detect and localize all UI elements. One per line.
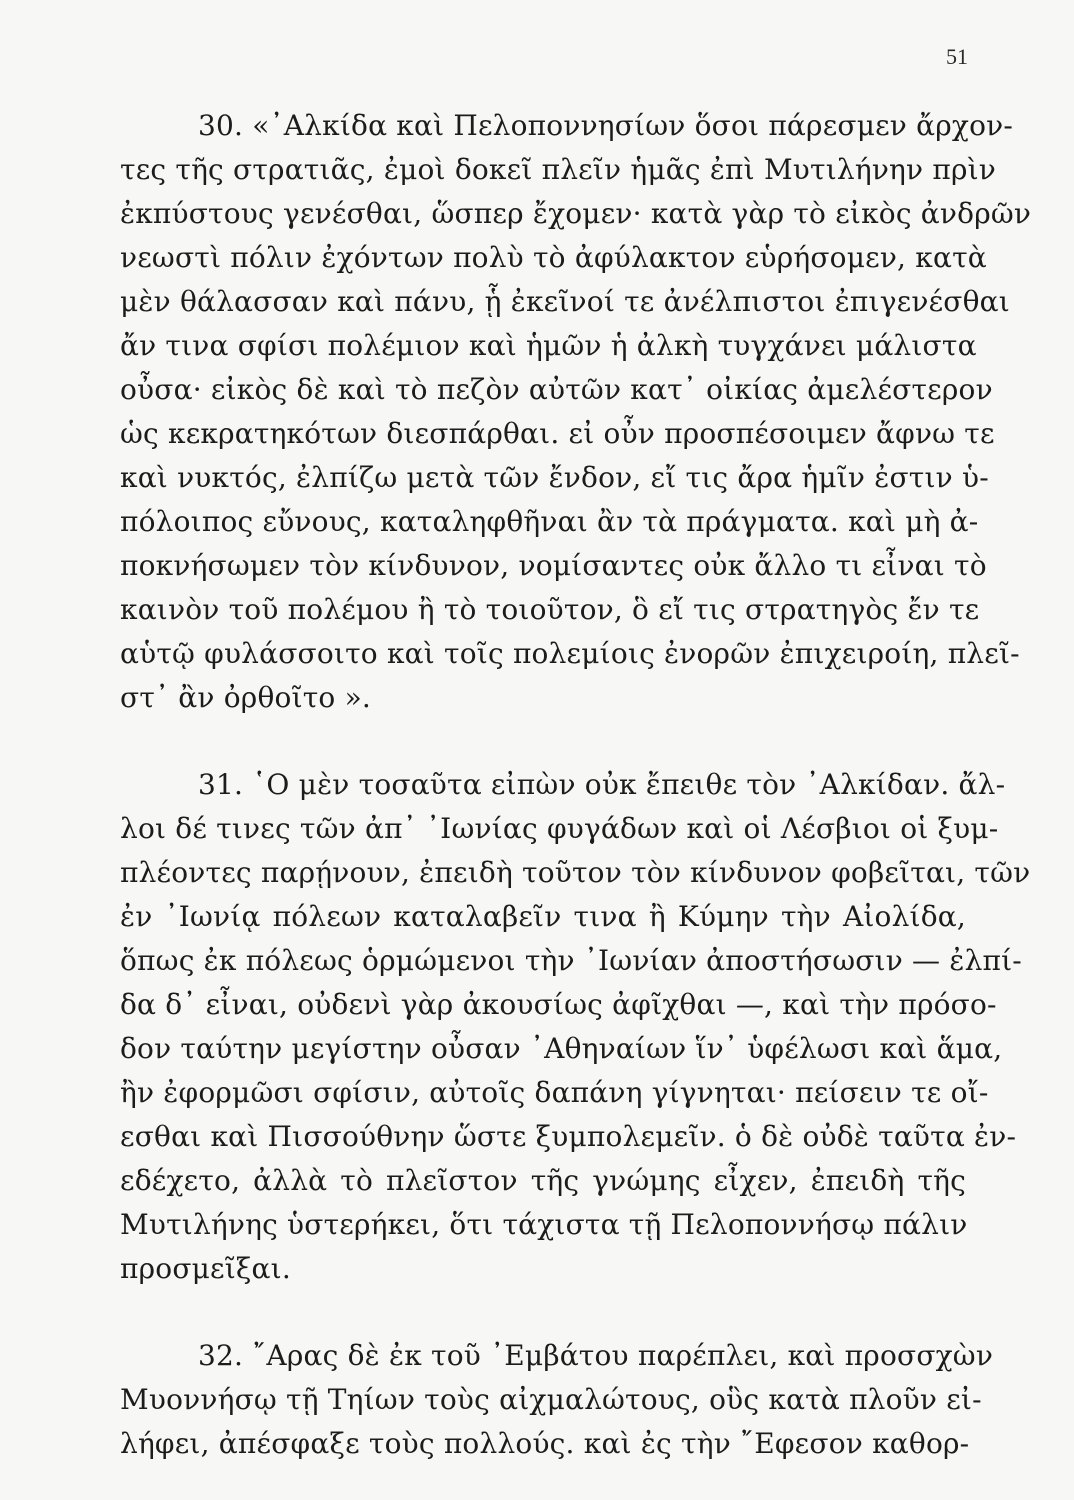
text-line: στ᾿ ἂν ὀρθοῖτο ». [120,681,372,714]
chapter-32-paragraph [120,1334,994,1466]
text-line: ὅπως ἐκ πόλεως ὁρμώμενοι τὴν ᾿Ιωνίαν ἀποστήσωσιν — ἐλπί- [120,944,1022,977]
text-line: 32. ῎Αρας δὲ ἐκ τοῦ ᾿Εμβάτου παρέπλει, καὶ προσσχὼν [198,1339,994,1372]
text-line: ὡς κεκρατηκότων διεσπάρθαι. εἰ οὖν προσπέσοιμεν ἄφνω τε [120,417,995,450]
text-line: ποκνήσωμεν τὸν κίνδυνον, νομίσαντες οὐκ ἄλλο τι εἶναι τὸ [120,549,987,582]
text-line: νεωστὶ πόλιν ἐχόντων πολὺ τὸ ἀφύλακτον εὑρήσομεν, κατὰ [120,241,987,274]
text-line: εδέχετο, ἀλλὰ τὸ πλεῖστον τῆς γνώμης εἶχεν, ἐπειδὴ τῆς [120,1164,966,1197]
text-line: εσθαι καὶ Πισσούθνην ὥστε ξυμπολεμεῖν. ὁ δὲ οὐδὲ ταῦτα ἐν- [120,1120,1017,1153]
text-line: Μυοννήσῳ τῇ Τηίων τοὺς αἰχμαλώτους, οὓς κατὰ πλοῦν εἰ- [120,1383,982,1416]
text-line: πόλοιπος εὔνους, καταληφθῆναι ἂν τὰ πράγματα. καὶ μὴ ἀ- [120,505,979,538]
text-line: οὖσα· εἰκὸς δὲ καὶ τὸ πεζὸν αὐτῶν κατ᾿ οἰκίας ἀμελέστερον [120,373,993,406]
paragraph-gap [120,1291,966,1334]
text-line: δον ταύτην μεγίστην οὖσαν ᾿Αθηναίων ἵν᾿ ὑφέλωσι καὶ ἅμα, [120,1032,1003,1065]
text-line: ἐκπύστους γενέσθαι, ὥσπερ ἔχομεν· κατὰ γὰρ τὸ εἰκὸς ἀνδρῶν [120,197,1032,230]
text-line: προσμεῖξαι. [120,1252,291,1285]
text-line: τες τῆς στρατιᾶς, ἐμοὶ δοκεῖ πλεῖν ἡμᾶς ἐπὶ Μυτιλήνην πρὶν [120,153,997,186]
text-body [120,104,1032,1466]
chapter-31-paragraph [120,763,1031,1291]
text-line: λοι δέ τινες τῶν ἀπ᾿ ᾿Ιωνίας φυγάδων καὶ οἱ Λέσβιοι οἱ ξυμ- [120,812,999,845]
page-number: 51 [946,44,968,69]
text-line: 30. «᾿Αλκίδα καὶ Πελοποννησίων ὅσοι πάρεσμεν ἄρχον- [198,109,1014,142]
text-line: δα δ᾿ εἶναι, οὐδενὶ γὰρ ἀκουσίως ἀφῖχθαι —, καὶ τὴν πρόσο- [120,988,997,1021]
chapter-30-paragraph [120,104,1032,720]
paragraph-gap [120,720,966,763]
text-line: 31. ῾Ο μὲν τοσαῦτα εἰπὼν οὐκ ἔπειθε τὸν ᾿Αλκίδαν. ἄλ- [198,768,1006,801]
text-line: καινὸν τοῦ πολέμου ἢ τὸ τοιοῦτον, ὃ εἴ τις στρατηγὸς ἔν τε [120,593,980,626]
text-line: αὑτῷ φυλάσσοιτο καὶ τοῖς πολεμίοις ἐνορῶν ἐπιχειροίη, πλεῖ- [120,637,1020,670]
text-line: μὲν θάλασσαν καὶ πάνυ, ᾗ ἐκεῖνοί τε ἀνέλπιστοι ἐπιγενέσθαι [120,285,1010,318]
text-line: ἄν τινα σφίσι πολέμιον καὶ ἡμῶν ἡ ἀλκὴ τυγχάνει μάλιστα [120,329,977,362]
text-line: Μυτιλήνης ὑστερήκει, ὅτι τάχιστα τῇ Πελοποννήσῳ πάλιν [120,1208,968,1241]
text-line: ἢν ἐφορμῶσι σφίσιν, αὐτοῖς δαπάνη γίγνηται· πείσειν τε οἴ- [120,1076,989,1109]
text-line: ἐν ᾿Ιωνίᾳ πόλεων καταλαβεῖν τινα ἢ Κύμην τὴν Αἰολίδα, [120,900,966,933]
text-line: καὶ νυκτός, ἐλπίζω μετὰ τῶν ἔνδον, εἴ τις ἄρα ἡμῖν ἐστιν ὑ- [120,461,989,494]
text-line: λήφει, ἀπέσφαξε τοὺς πολλούς. καὶ ἐς τὴν ῎Εφεσον καθορ- [120,1427,970,1460]
text-line: πλέοντες παρῄνουν, ἐπειδὴ τοῦτον τὸν κίνδυνον φοβεῖται, τῶν [120,856,1031,889]
